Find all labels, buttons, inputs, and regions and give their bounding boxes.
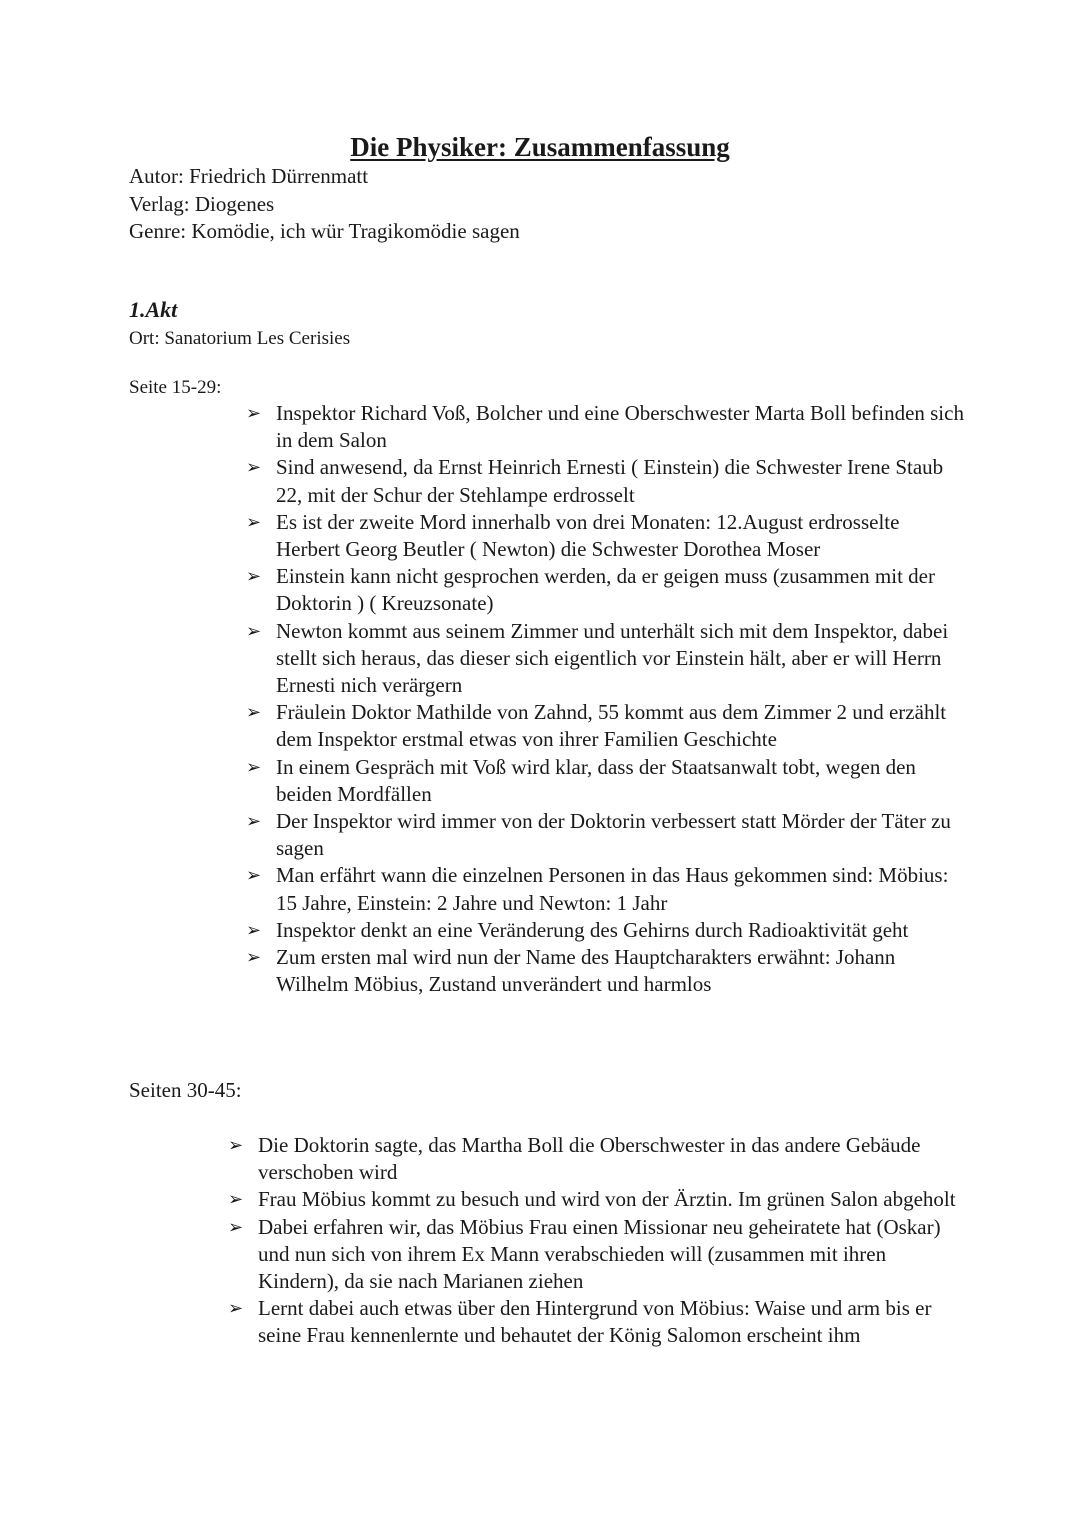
list-item [228,1186,968,1213]
list-item-text: Dabei erfahren wir, das Möbius Frau einen Missionar neu geheiratete hat (Oskar) und nun sich von ihrem Ex Mann verabschieden will (zusammen mit ihren Kindern), da sie nach Marianen ziehen [258,1214,941,1294]
list-item-text: Inspektor Richard Voß, Bolcher und eine Oberschwester Marta Boll befinden sich in dem Salon [276,401,964,453]
list-item-text: Zum ersten mal wird nun der Name des Hauptcharakters erwähnt: Johann Wilhelm Möbius, Zustand unverändert und harmlos [276,945,896,997]
list-item [246,754,966,808]
author-line: Autor: Friedrich Dürrenmatt [129,164,369,188]
list-item-text: Inspektor denkt an eine Veränderung des Gehirns durch Radioaktivität geht [276,917,909,942]
list-item-text: Sind anwesend, da Ernst Heinrich Ernesti ( Einstein) die Schwester Irene Staub 22, mit der Schur der Stehlampe erdrosselt [276,455,944,507]
publisher-line: Verlag: Diogenes [129,191,275,216]
list-item-text: Einstein kann nicht gesprochen werden, da er geigen muss (zusammen mit der Doktorin ) ( Kreuzsonate) [276,564,935,616]
arrow-bullet-icon: ➢ [228,1135,244,1156]
arrow-bullet-icon: ➢ [246,457,262,479]
list-item-text: Frau Möbius kommt zu besuch und wird von der Ärztin. Im grünen Salon abgeholt [258,1187,956,1212]
section-label-pages-30-45: Seiten 30-45: [129,1078,242,1102]
list-item [246,917,966,944]
arrow-bullet-icon: ➢ [246,620,262,642]
list-item-text: In einem Gespräch mit Voß wird klar, dass der Staatsanwalt tobt, wegen den beiden Mordfällen [276,754,916,806]
list-item [246,454,966,508]
list-item [228,1295,968,1349]
list-item-text: Lernt dabei auch etwas über den Hintergrund von Möbius: Waise und arm bis er seine Frau kennenlernte und behautet der König Salomon erscheint ihm [258,1296,932,1348]
list-item-text: Der Inspektor wird immer von der Doktorin verbessert statt Mörder der Täter zu sagen [276,809,951,861]
list-item-text: Es ist der zweite Mord innerhalb von drei Monaten: 12.August erdrosselte Herbert Georg Beutler ( Newton) die Schwester Dorothea Moser [276,509,900,562]
genre-line: Genre: Komödie, ich wür Tragikomödie sagen [129,219,520,243]
act-place: Ort: Sanatorium Les Cerisies [129,328,351,349]
arrow-bullet-icon: ➢ [246,947,262,969]
act-heading: 1.Akt [129,297,178,322]
arrow-bullet-icon: ➢ [246,702,262,724]
document-title: Die Physiker: Zusammenfassung [350,132,730,162]
list-item [246,862,966,916]
list-item [228,1214,968,1296]
arrow-bullet-icon: ➢ [228,1298,244,1320]
arrow-bullet-icon: ➢ [246,756,262,778]
book-info [129,163,520,246]
list-item [246,509,966,563]
bullet-list-pages-30-45 [228,1132,968,1350]
arrow-bullet-icon: ➢ [246,865,262,887]
arrow-bullet-icon: ➢ [246,566,262,588]
bullet-list-pages-15-29 [246,400,966,998]
arrow-bullet-icon: ➢ [228,1216,244,1238]
list-item [246,618,966,700]
list-item-text: Die Doktorin sagte, das Martha Boll die Oberschwester in das andere Gebäude verschoben wird [258,1133,921,1185]
arrow-bullet-icon: ➢ [246,403,262,424]
list-item-text: Fräulein Doktor Mathilde von Zahnd, 55 kommt aus dem Zimmer 2 und erzählt dem Inspektor erstmal etwas von ihrer Familien Geschichte [276,700,947,752]
list-item [246,699,966,753]
list-item [246,944,966,998]
arrow-bullet-icon: ➢ [246,919,262,941]
list-item-text: Newton kommt aus seinem Zimmer und unterhält sich mit dem Inspektor, dabei stellt sich heraus, das dieser sich eigentlich vor Einstein hält, aber er will Herrn Ernesti nich verärgern [276,618,949,698]
section-label-pages-15-29: Seite 15-29: [129,377,222,398]
arrow-bullet-icon: ➢ [246,811,262,833]
list-item-text: Man erfährt wann die einzelnen Personen in das Haus gekommen sind: Möbius: 15 Jahre, Einstein: 2 Jahre und Newton: 1 Jahr [276,863,949,915]
list-item [228,1132,968,1186]
arrow-bullet-icon: ➢ [246,511,262,533]
list-item [246,563,966,617]
list-item [246,808,966,862]
list-item [246,400,966,454]
arrow-bullet-icon: ➢ [228,1189,244,1211]
